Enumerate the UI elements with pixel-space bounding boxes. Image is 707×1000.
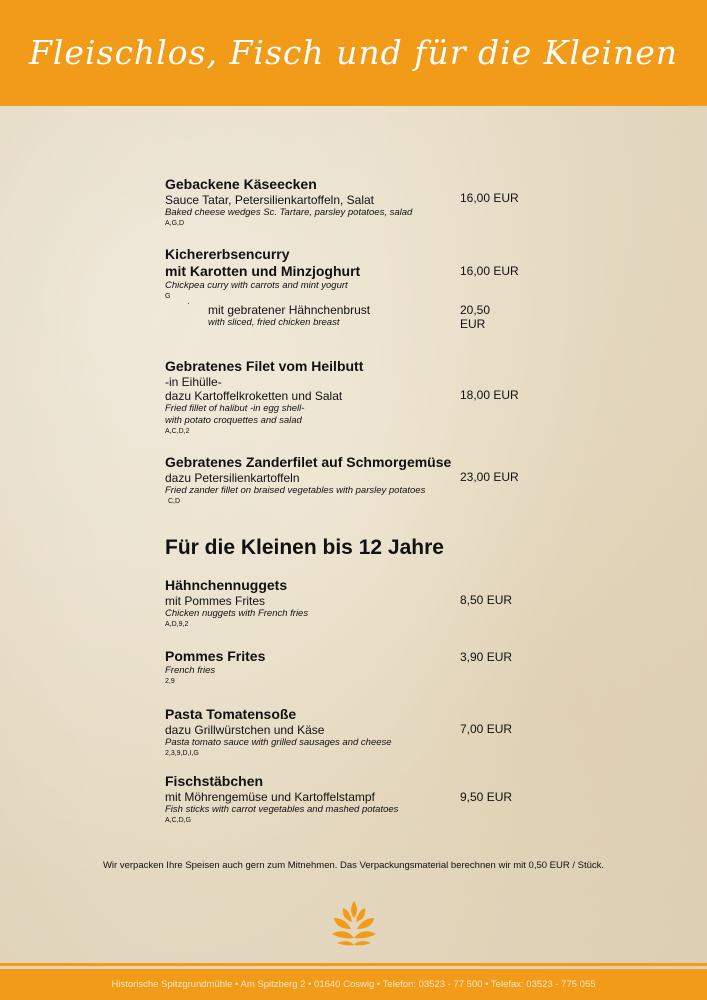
item-translation: Fried fillet of halibut -in egg shell-	[165, 403, 305, 414]
kids-item-fischstaebchen	[165, 773, 565, 825]
item-allergens: A,G,D	[165, 220, 185, 227]
item-price: 7,00 EUR	[460, 722, 513, 736]
item-price: 23,00 EUR	[460, 470, 519, 484]
item-description: mit Möhrengemüse und Kartoffelstampf	[165, 790, 375, 804]
item-allergens: 2,3,9,D,I,G	[165, 750, 199, 757]
item-translation: Chicken nuggets with French fries	[165, 608, 309, 619]
item-description: dazu Petersilienkartoffeln	[165, 471, 300, 485]
menu-item-kichererbsencurry	[165, 246, 565, 331]
item-description: dazu Grillwürstchen und Käse	[165, 723, 325, 737]
item-price: 16,00 EUR	[460, 264, 519, 278]
item-name-line2: mit Karotten und Minzjoghurt	[165, 263, 361, 279]
option-description: mit gebratener Hähnchenbrust	[208, 303, 371, 317]
item-allergens: 2,9	[165, 678, 175, 685]
item-translation: Fried zander fillet on braised vegetables with parsley potatoes	[165, 485, 426, 496]
item-name: Hähnchennuggets	[165, 577, 288, 593]
kids-item-pasta	[165, 706, 565, 758]
item-price: 3,90 EUR	[460, 650, 513, 664]
item-allergens: A,C,D,2	[165, 428, 190, 435]
item-name: Gebratenes Filet vom Heilbutt	[165, 358, 364, 374]
item-name: Kichererbsencurry	[165, 246, 290, 262]
item-translation: Chickpea curry with carrots and mint yogurt	[165, 280, 348, 291]
item-allergens: A,D,9,2	[165, 621, 189, 628]
item-name: Gebackene Käseecken	[165, 176, 317, 192]
item-name: Pasta Tomatensoße	[165, 706, 297, 722]
item-price: 18,00 EUR	[460, 388, 519, 402]
item-option	[187, 299, 508, 331]
menu-item-zanderfilet	[165, 454, 565, 506]
item-price: 9,50 EUR	[460, 790, 513, 804]
footer-divider	[0, 963, 707, 966]
item-name: Gebratenes Zanderfilet auf Schmorgemüse	[165, 454, 452, 470]
takeaway-note: Wir verpacken Ihre Speisen auch gern zum Mitnehmen. Das Verpackungsmaterial berechnen wir mit 0,50 EUR / Stück.	[102, 860, 605, 871]
item-allergens: A,C,D,G	[165, 817, 192, 824]
item-translation: Pasta tomato sauce with grilled sausages and cheese	[165, 737, 392, 748]
footer-contact: Historische Spitzgrundmühle • Am Spitzberg 2 • 01640 Coswig • Telefon: 03523 - 77 500 • Telefax: 03523 - 775 055	[111, 979, 596, 990]
kids-item-pommes	[165, 648, 565, 686]
item-description-line2: dazu Kartoffelkroketten und Salat	[165, 389, 343, 403]
page-title: Fleischlos, Fisch und für die Kleinen	[28, 32, 679, 72]
item-translation: French fries	[165, 665, 216, 676]
kids-item-nuggets	[165, 577, 565, 629]
item-description: -in Eihülle-	[165, 375, 222, 389]
header-banner	[0, 0, 707, 106]
item-translation-line2: with potato croquettes and salad	[165, 415, 302, 426]
item-allergens: G	[165, 293, 171, 300]
kids-section-title: Für die Kleinen bis 12 Jahre	[165, 536, 444, 559]
item-translation: Baked cheese wedges Sc. Tartare, parsley potatoes, salad	[165, 207, 413, 218]
item-name: Fischstäbchen	[165, 773, 264, 789]
wheat-logo-icon	[329, 898, 379, 948]
option-bullet: ·	[187, 299, 190, 308]
option-price: 20,50 EUR	[460, 303, 491, 331]
item-name: Pommes Frites	[165, 648, 266, 664]
item-price: 8,50 EUR	[460, 593, 513, 607]
item-translation: Fish sticks with carrot vegetables and mashed potatoes	[165, 804, 399, 815]
footer-bar	[0, 969, 707, 1000]
menu-item-kaeseecken	[165, 176, 565, 228]
option-translation: with sliced, fried chicken breast	[208, 317, 340, 328]
item-price: 16,00 EUR	[460, 191, 519, 205]
item-allergens: C,D	[168, 498, 181, 505]
item-description: mit Pommes Frites	[165, 594, 266, 608]
item-description: Sauce Tatar, Petersilienkartoffeln, Salat	[165, 193, 375, 207]
menu-item-heilbutt	[165, 358, 565, 436]
